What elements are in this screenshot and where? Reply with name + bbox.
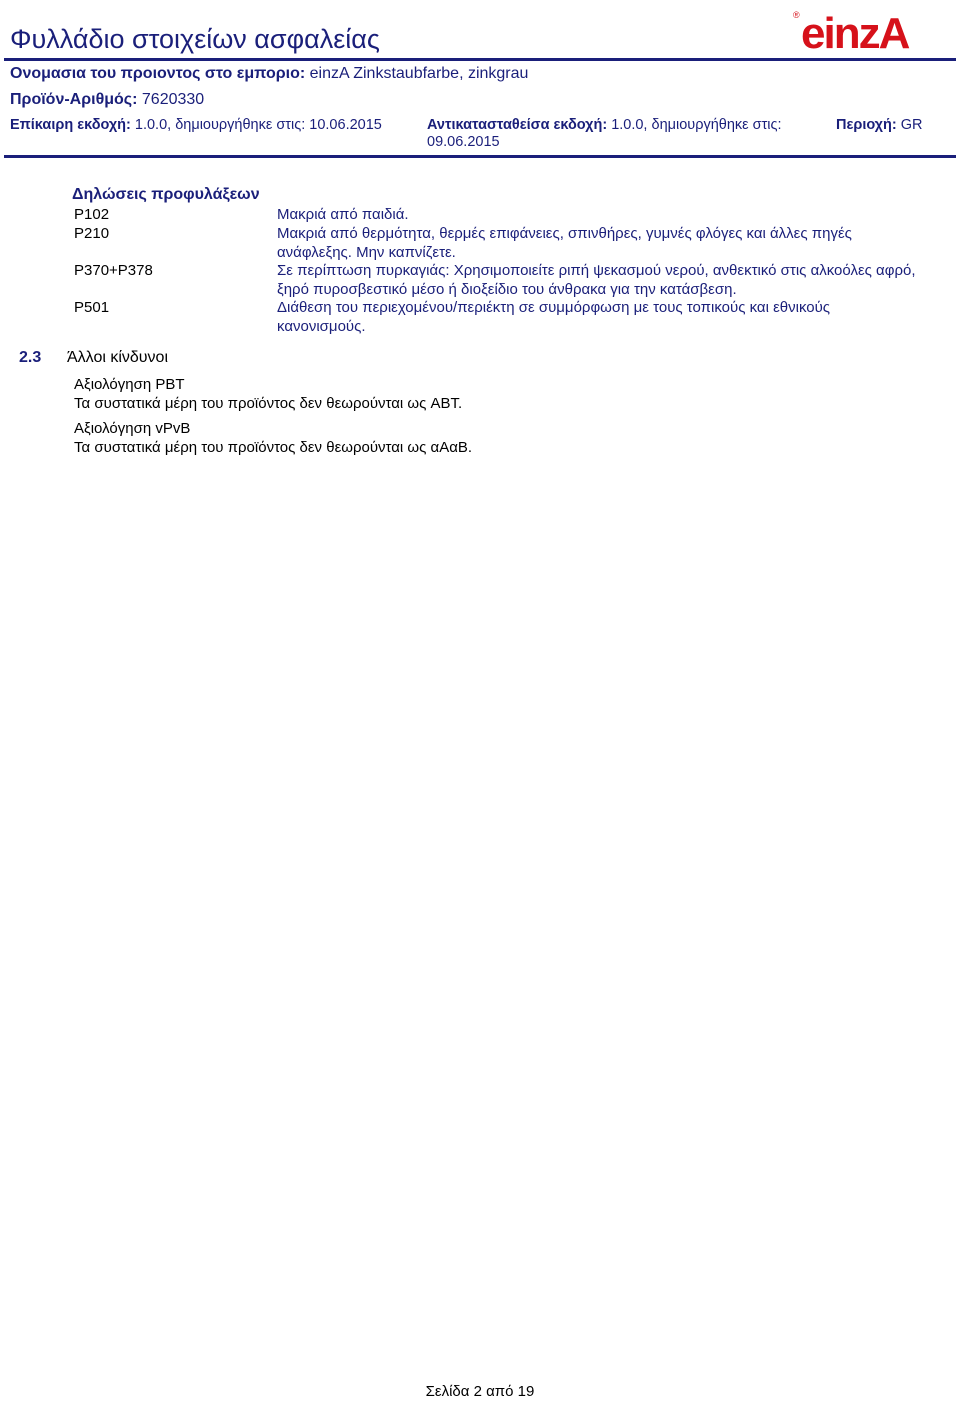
pbt-heading: Αξιολόγηση PBT <box>74 376 185 393</box>
replaced-version-date: 09.06.2015 <box>427 134 500 150</box>
section-title: Άλλοι κίνδυνοι <box>67 349 168 366</box>
document-title: Φυλλάδιο στοιχείων ασφαλείας <box>10 24 380 54</box>
current-version-value: 1.0.0, δημιουργήθηκε στις: 10.06.2015 <box>134 117 382 133</box>
header-divider-top <box>4 58 956 61</box>
precautionary-heading: Δηλώσεις προφυλάξεων <box>72 186 260 203</box>
product-name-value: einzA Zinkstaubfarbe, zinkgrau <box>309 65 529 82</box>
product-name-label: Ονομασια του προιοντος στο εμποριο: <box>10 65 306 82</box>
current-version <box>10 117 382 133</box>
product-number-row <box>10 91 204 109</box>
vpvb-heading: Αξιολόγηση vPvB <box>74 420 191 437</box>
region-value: GR <box>900 117 923 133</box>
precaution-code: P102 <box>74 206 110 223</box>
replaced-version-value: 1.0.0, δημιουργήθηκε στις: <box>611 117 782 133</box>
product-number-value: 7620330 <box>141 91 205 108</box>
precaution-text: Μακριά από παιδιά. <box>277 206 409 223</box>
product-number-label: Προϊόν-Αριθμός: <box>10 91 138 108</box>
replaced-version-label: Αντικατασταθείσα εκδοχή: <box>427 117 608 133</box>
precaution-code: P370+P378 <box>74 262 153 279</box>
page-number: Σελίδα 2 από 19 <box>425 1383 535 1400</box>
vpvb-text: Τα συστατικά μέρη του προϊόντος δεν θεωρούνται ως αΑαΒ. <box>74 439 473 456</box>
section-number: 2.3 <box>19 349 42 366</box>
precaution-text: Μακριά από θερμότητα, θερμές επιφάνειες, σπινθήρες, γυμνές φλόγες και άλλες πηγές ανάφλεξης. Μην καπνίζετε. <box>277 225 852 261</box>
region <box>836 117 923 133</box>
pbt-text: Τα συστατικά μέρη του προϊόντος δεν θεωρούνται ως ABT. <box>74 395 463 412</box>
precaution-text: Διάθεση του περιεχομένου/περιέκτη σε συμμόρφωση με τους τοπικούς και εθνικούς κανονισμούς. <box>277 299 831 335</box>
current-version-label: Επίκαιρη εκδοχή: <box>10 117 131 133</box>
precaution-code: P210 <box>74 225 110 242</box>
logo-registered-mark: ® <box>793 10 800 20</box>
region-label: Περιοχή: <box>836 117 897 133</box>
precaution-code: P501 <box>74 299 110 316</box>
replaced-version <box>427 117 782 133</box>
header-divider-bottom <box>4 155 956 158</box>
einza-logo <box>793 4 913 54</box>
precaution-text: Σε περίπτωση πυρκαγιάς: Χρησιμοποιείτε ριπή ψεκασμού νερού, ανθεκτικό στις αλκοόλες αφρό, ξηρό πυροσβεστικό μέσο ή διοξείδιο του άνθρακα για την κατάσβεση. <box>277 262 916 298</box>
product-name-row <box>10 65 528 83</box>
logo-text: einzA <box>801 9 909 54</box>
